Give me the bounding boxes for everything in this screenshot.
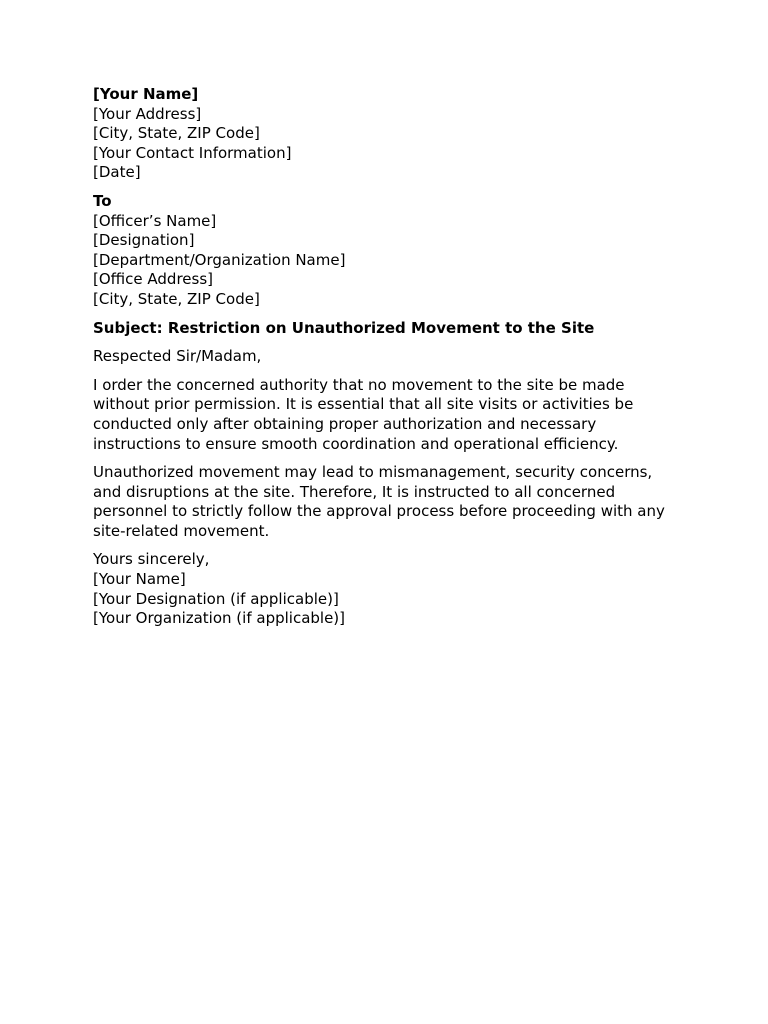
recipient-city-state-zip: [City, State, ZIP Code]: [93, 289, 260, 308]
closing-name: [Your Name]: [93, 570, 186, 589]
letter-date: [Date]: [93, 163, 141, 182]
closing-block: [93, 550, 683, 628]
closing-sign-off: Yours sincerely,: [93, 550, 210, 569]
recipient-to-label: To: [93, 191, 112, 210]
sender-name: [Your Name]: [93, 85, 199, 103]
recipient-officer-name: [Officer’s Name]: [93, 211, 217, 230]
subject-block: [93, 319, 683, 339]
body-paragraph-2-block: [93, 463, 683, 541]
sender-block: [93, 85, 683, 183]
body-paragraph-2: Unauthorized movement may lead to mismanagement, security concerns, and disruptions at the site. Therefore, It is instructed to all concerned personnel to strictly follow the approval process before proceeding with any site-related movement.: [93, 463, 665, 540]
sender-address: [Your Address]: [93, 104, 202, 123]
salutation-block: [93, 347, 683, 367]
letter-subject: Subject: Restriction on Unauthorized Movement to the Site: [93, 318, 595, 337]
closing-designation: [Your Designation (if applicable)]: [93, 589, 339, 608]
closing-organization: [Your Organization (if applicable)]: [93, 609, 346, 628]
body-paragraph-1: I order the concerned authority that no movement to the site be made without prior permission. It is essential that all site visits or activities be conducted only after obtaining proper authorization and necessary instructions to ensure smooth coordination and operational efficiency.: [93, 375, 634, 453]
recipient-block: [93, 192, 683, 310]
sender-contact: [Your Contact Information]: [93, 143, 292, 162]
recipient-office-address: [Office Address]: [93, 270, 213, 289]
letter-salutation: Respected Sir/Madam,: [93, 347, 262, 366]
letter-page: [93, 85, 683, 629]
body-paragraph-1-block: [93, 376, 683, 454]
recipient-department: [Department/Organization Name]: [93, 250, 346, 269]
recipient-designation: [Designation]: [93, 231, 195, 250]
sender-city-state-zip: [City, State, ZIP Code]: [93, 124, 260, 143]
